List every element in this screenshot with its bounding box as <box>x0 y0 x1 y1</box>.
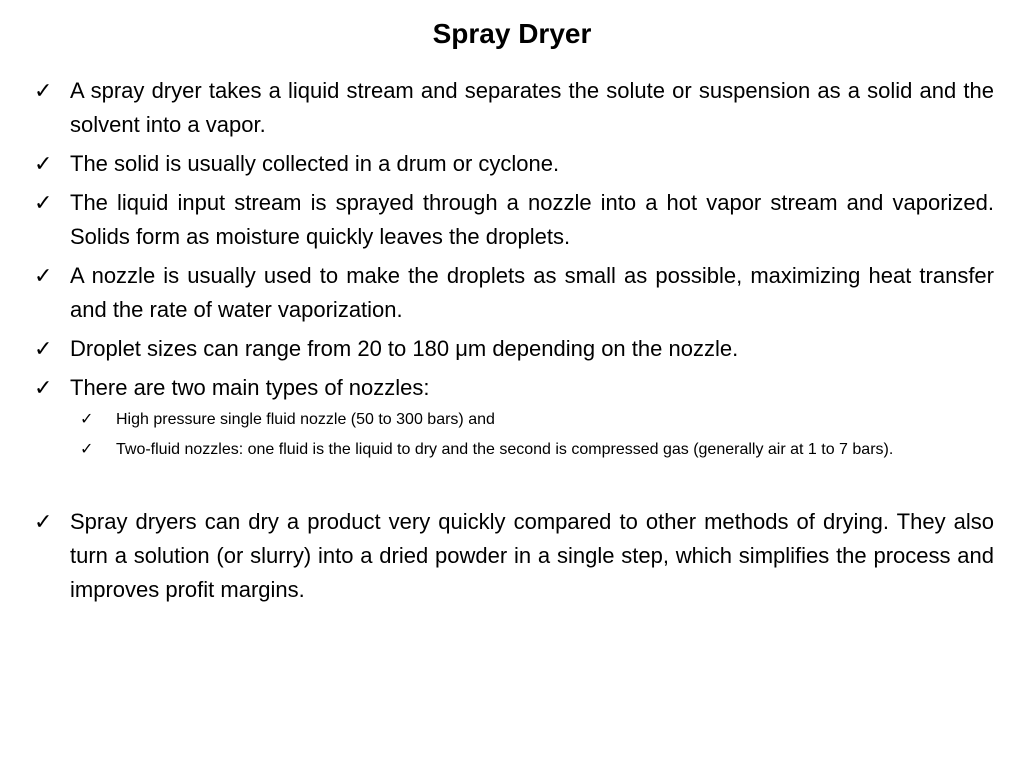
bullet-item <box>34 186 994 254</box>
checkmark-icon: ✓ <box>34 190 53 215</box>
bullet-item <box>34 332 994 366</box>
bullet-text: There are two main types of nozzles: <box>70 375 430 400</box>
bullet-item <box>34 259 994 327</box>
checkmark-icon: ✓ <box>34 263 53 288</box>
checkmark-icon: ✓ <box>34 509 53 534</box>
checkmark-icon: ✓ <box>80 441 94 458</box>
bullet-text: The liquid input stream is sprayed through a nozzle into a hot vapor stream and vaporized. Solids form as moisture quickly leaves the droplets. <box>70 190 994 249</box>
bullet-text: Spray dryers can dry a product very quickly compared to other methods of drying. They also turn a solution (or slurry) into a dried powder in a single step, which simplifies the process and improves profit margins. <box>70 509 994 602</box>
bullet-text: Droplet sizes can range from 20 to 180 μm depending on the nozzle. <box>70 336 739 361</box>
sub-bullet-text: Two-fluid nozzles: one fluid is the liquid to dry and the second is compressed gas (generally air at 1 to 7 bars). <box>116 441 894 458</box>
checkmark-icon: ✓ <box>34 151 53 176</box>
sub-bullet-list <box>80 407 994 463</box>
sub-bullet-item <box>80 437 994 463</box>
bullet-text: A nozzle is usually used to make the droplets as small as possible, maximizing heat transfer and the rate of water vaporization. <box>70 263 994 322</box>
slide-title: Spray Dryer <box>432 18 592 49</box>
checkmark-icon: ✓ <box>34 375 53 400</box>
bullet-list <box>34 74 994 612</box>
bullet-item <box>34 74 994 142</box>
bullet-item <box>34 371 994 463</box>
sub-bullet-text: High pressure single fluid nozzle (50 to 300 bars) and <box>116 411 495 428</box>
checkmark-icon: ✓ <box>34 78 53 103</box>
bullet-item <box>34 505 994 607</box>
bullet-text: The solid is usually collected in a drum or cyclone. <box>70 151 560 176</box>
bullet-item <box>34 147 994 181</box>
checkmark-icon: ✓ <box>80 411 94 428</box>
sub-bullet-item <box>80 407 994 433</box>
checkmark-icon: ✓ <box>34 336 53 361</box>
bullet-text: A spray dryer takes a liquid stream and separates the solute or suspension as a solid and the solvent into a vapor. <box>70 78 994 137</box>
